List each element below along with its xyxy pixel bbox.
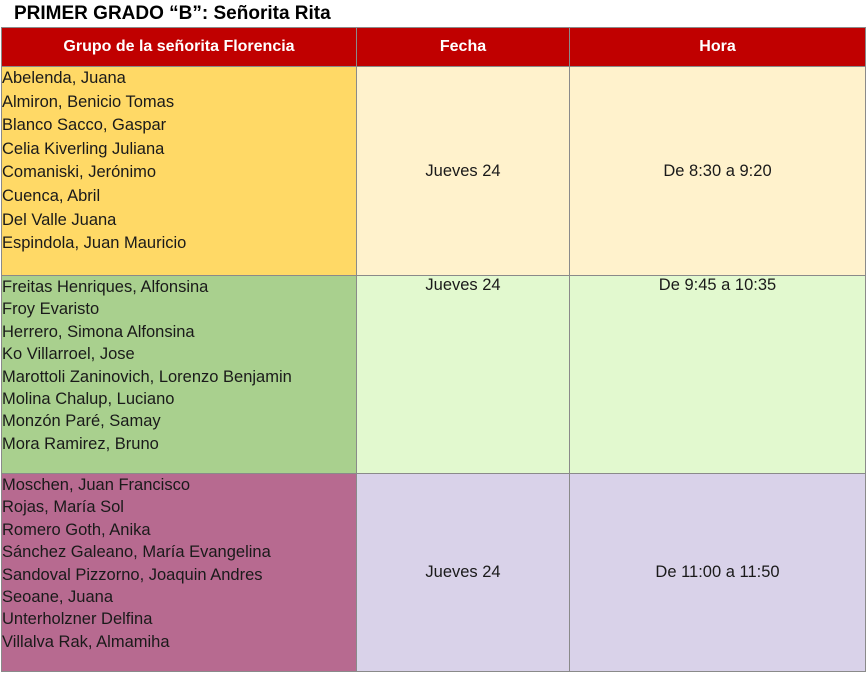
student-name: Villalva Rak, Almamiha bbox=[2, 632, 170, 651]
group-1-fecha-cell: Jueves 24 bbox=[357, 67, 570, 276]
student-name: Cuenca, Abril bbox=[2, 186, 101, 205]
student-name: Marottoli Zaninovich, Lorenzo Benjamin bbox=[2, 367, 292, 386]
group-2-names-cell bbox=[2, 276, 357, 474]
student-name: Abelenda, Juana bbox=[2, 69, 126, 87]
student-name: Comaniski, Jerónimo bbox=[2, 163, 157, 182]
table-row-group-2 bbox=[2, 276, 866, 474]
table-row-group-3 bbox=[2, 474, 866, 672]
table-row-group-1 bbox=[2, 67, 866, 276]
group-1-hora-cell: De 8:30 a 9:20 bbox=[570, 67, 866, 276]
student-name: Sánchez Galeano, María Evangelina bbox=[2, 543, 271, 562]
student-name: Seoane, Juana bbox=[2, 588, 114, 607]
group-2-fecha-cell: Jueves 24 bbox=[357, 276, 570, 474]
student-name: Celia Kiverling Juliana bbox=[2, 139, 165, 158]
student-name: Freitas Henriques, Alfonsina bbox=[2, 278, 209, 296]
page-title: PRIMER GRADO “B”: Señorita Rita bbox=[14, 3, 331, 24]
student-name: Romero Goth, Anika bbox=[2, 520, 151, 539]
student-name: Del Valle Juana bbox=[2, 210, 117, 229]
student-name: Monzón Paré, Samay bbox=[2, 412, 161, 431]
schedule-table bbox=[1, 27, 866, 672]
student-name: Moschen, Juan Francisco bbox=[2, 476, 191, 494]
student-name: Espindola, Juan Mauricio bbox=[2, 234, 187, 253]
group-3-hora-cell: De 11:00 a 11:50 bbox=[570, 474, 866, 672]
student-name: Sandoval Pizzorno, Joaquin Andres bbox=[2, 565, 263, 584]
student-name: Blanco Sacco, Gaspar bbox=[2, 116, 167, 135]
group-3-fecha-cell: Jueves 24 bbox=[357, 474, 570, 672]
student-name: Almiron, Benicio Tomas bbox=[2, 92, 175, 111]
column-header-group: Grupo de la señorita Florencia bbox=[2, 28, 357, 67]
student-name: Unterholzner Delfina bbox=[2, 610, 153, 629]
group-2-hora-cell: De 9:45 a 10:35 bbox=[570, 276, 866, 474]
student-name: Molina Chalup, Luciano bbox=[2, 390, 175, 409]
student-name: Froy Evaristo bbox=[2, 300, 100, 319]
student-name: Ko Villarroel, Jose bbox=[2, 345, 135, 364]
student-name: Rojas, María Sol bbox=[2, 498, 124, 517]
student-name: Mora Ramirez, Bruno bbox=[2, 434, 159, 453]
column-header-hora: Hora bbox=[570, 28, 866, 67]
table-header-row bbox=[2, 28, 866, 67]
student-name: Herrero, Simona Alfonsina bbox=[2, 322, 195, 341]
group-3-names-cell bbox=[2, 474, 357, 672]
column-header-fecha: Fecha bbox=[357, 28, 570, 67]
group-1-names-cell bbox=[2, 67, 357, 276]
